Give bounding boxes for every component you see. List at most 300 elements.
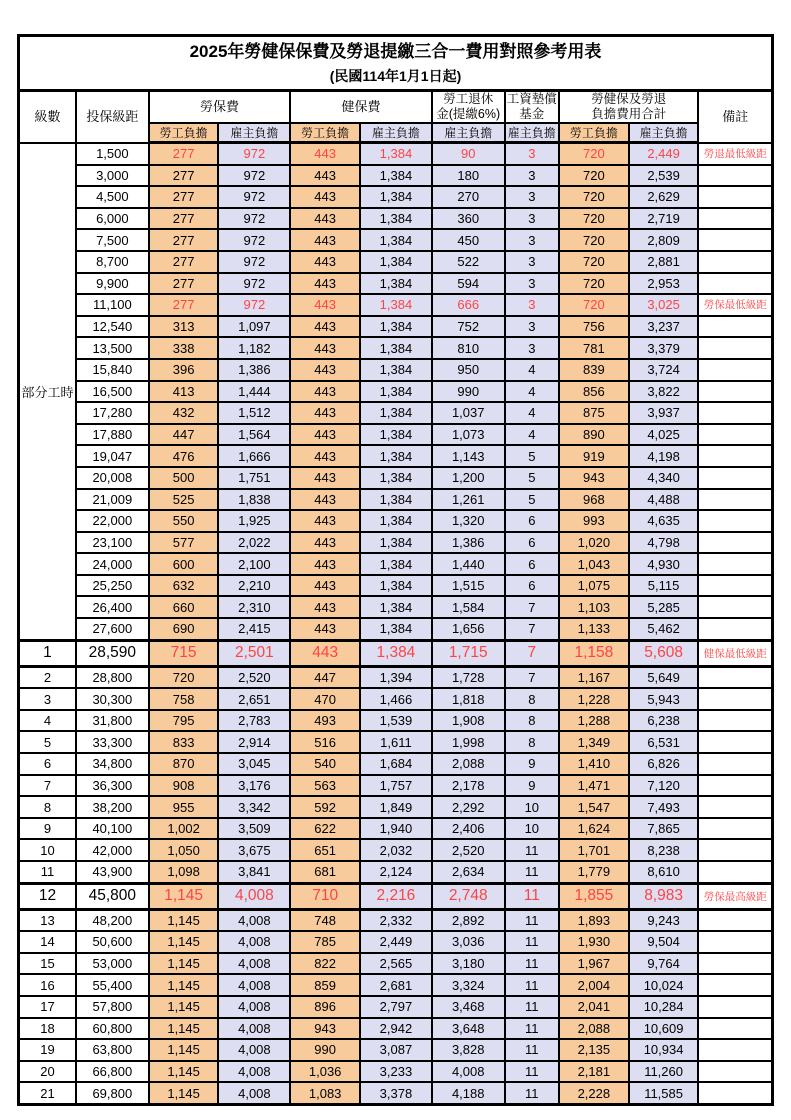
wage-fund-employer-cell: 6 <box>505 510 559 532</box>
health-employee-cell: 516 <box>290 731 360 753</box>
labor-employee-cell: 525 <box>149 489 219 511</box>
bracket-cell: 17,280 <box>76 402 149 424</box>
remark-cell <box>698 596 772 618</box>
bracket-cell: 9,900 <box>76 273 149 295</box>
table-row <box>19 753 773 775</box>
health-employer-cell: 2,681 <box>360 974 432 996</box>
bracket-cell: 1,500 <box>76 143 149 165</box>
pension-employer-cell: 360 <box>432 208 505 230</box>
remark-cell <box>698 974 772 996</box>
total-employer-cell: 8,610 <box>629 861 699 883</box>
table-row <box>19 796 773 818</box>
remark-cell <box>698 229 772 251</box>
wage-fund-employer-cell: 9 <box>505 775 559 797</box>
pension-employer-cell: 1,818 <box>432 688 505 710</box>
subheader-labor-employer: 雇主負擔 <box>218 123 290 143</box>
pension-employer-cell: 1,715 <box>432 640 505 666</box>
health-employee-cell: 443 <box>290 165 360 187</box>
health-employer-cell: 1,384 <box>360 165 432 187</box>
pension-employer-cell: 1,728 <box>432 666 505 688</box>
remark-cell <box>698 1082 772 1104</box>
labor-employee-cell: 1,145 <box>149 1018 219 1040</box>
health-employee-cell: 443 <box>290 467 360 489</box>
total-employee-cell: 720 <box>559 143 629 165</box>
health-employer-cell: 1,384 <box>360 229 432 251</box>
total-employee-cell: 1,701 <box>559 839 629 861</box>
total-employee-cell: 1,103 <box>559 596 629 618</box>
level-cell: 4 <box>19 710 76 732</box>
bracket-cell: 4,500 <box>76 186 149 208</box>
bracket-cell: 8,700 <box>76 251 149 273</box>
table-row <box>19 883 773 909</box>
total-employer-cell: 2,629 <box>629 186 699 208</box>
bracket-cell: 36,300 <box>76 775 149 797</box>
health-employee-cell: 1,036 <box>290 1061 360 1083</box>
labor-employer-cell: 1,512 <box>218 402 290 424</box>
health-employer-cell: 1,611 <box>360 731 432 753</box>
pension-employer-cell: 2,892 <box>432 909 505 931</box>
total-employer-cell: 4,635 <box>629 510 699 532</box>
table-row <box>19 575 773 597</box>
wage-fund-employer-cell: 8 <box>505 688 559 710</box>
total-employee-cell: 890 <box>559 424 629 446</box>
labor-employer-cell: 972 <box>218 294 290 316</box>
labor-employer-cell: 972 <box>218 229 290 251</box>
health-employer-cell: 1,384 <box>360 402 432 424</box>
remark-cell <box>698 1039 772 1061</box>
remark-cell <box>698 402 772 424</box>
wage-fund-employer-cell: 3 <box>505 229 559 251</box>
wage-fund-employer-cell: 4 <box>505 402 559 424</box>
remark-cell <box>698 273 772 295</box>
remark-cell: 勞保最低級距 <box>698 294 772 316</box>
health-employee-cell: 443 <box>290 402 360 424</box>
remark-cell <box>698 208 772 230</box>
remark-cell <box>698 337 772 359</box>
health-employee-cell: 896 <box>290 996 360 1018</box>
wage-fund-employer-cell: 11 <box>505 1018 559 1040</box>
table-row <box>19 424 773 446</box>
total-header-line1: 勞健保及勞退 <box>591 92 667 106</box>
wage-fund-employer-cell: 6 <box>505 575 559 597</box>
total-employer-cell: 10,024 <box>629 974 699 996</box>
wage-fund-employer-cell: 11 <box>505 861 559 883</box>
labor-employee-cell: 396 <box>149 359 219 381</box>
remark-cell <box>698 1061 772 1083</box>
pension-employer-cell: 810 <box>432 337 505 359</box>
total-employee-cell: 1,967 <box>559 953 629 975</box>
wage-fund-employer-cell: 11 <box>505 953 559 975</box>
health-employee-cell: 1,083 <box>290 1082 360 1104</box>
table-row <box>19 510 773 532</box>
col-header-health-insurance: 健保費 <box>290 91 432 124</box>
health-employer-cell: 2,124 <box>360 861 432 883</box>
labor-employee-cell: 277 <box>149 186 219 208</box>
wage-fund-employer-cell: 5 <box>505 445 559 467</box>
table-body <box>19 143 773 1105</box>
pension-employer-cell: 594 <box>432 273 505 295</box>
health-employer-cell: 1,384 <box>360 445 432 467</box>
wage-fund-employer-cell: 11 <box>505 974 559 996</box>
subheader-wage-fund-employer: 雇主負擔 <box>505 123 559 143</box>
remark-cell <box>698 996 772 1018</box>
bracket-cell: 53,000 <box>76 953 149 975</box>
bracket-cell: 23,100 <box>76 532 149 554</box>
total-employer-cell: 10,284 <box>629 996 699 1018</box>
health-employer-cell: 1,384 <box>360 510 432 532</box>
labor-employee-cell: 277 <box>149 208 219 230</box>
health-employee-cell: 822 <box>290 953 360 975</box>
bracket-cell: 45,800 <box>76 883 149 909</box>
labor-employer-cell: 2,914 <box>218 731 290 753</box>
health-employer-cell: 3,378 <box>360 1082 432 1104</box>
reference-table-sheet <box>17 34 774 1106</box>
remark-cell: 勞保最高級距 <box>698 883 772 909</box>
labor-employee-cell: 1,145 <box>149 883 219 909</box>
labor-employer-cell: 1,666 <box>218 445 290 467</box>
table-row <box>19 996 773 1018</box>
total-employee-cell: 756 <box>559 316 629 338</box>
wage-fund-header-line2: 基金 <box>519 107 545 121</box>
labor-employee-cell: 690 <box>149 618 219 640</box>
total-employee-cell: 856 <box>559 381 629 403</box>
labor-employer-cell: 3,841 <box>218 861 290 883</box>
labor-employee-cell: 1,145 <box>149 931 219 953</box>
table-row <box>19 688 773 710</box>
labor-employee-cell: 1,145 <box>149 909 219 931</box>
pension-employer-cell: 2,406 <box>432 818 505 840</box>
table-row <box>19 208 773 230</box>
level-cell: 17 <box>19 996 76 1018</box>
table-row <box>19 294 773 316</box>
labor-employer-cell: 972 <box>218 208 290 230</box>
remark-cell <box>698 467 772 489</box>
wage-fund-employer-cell: 11 <box>505 1039 559 1061</box>
labor-employer-cell: 3,176 <box>218 775 290 797</box>
table-row <box>19 445 773 467</box>
labor-employer-cell: 3,509 <box>218 818 290 840</box>
total-employer-cell: 2,449 <box>629 143 699 165</box>
table-row <box>19 337 773 359</box>
remark-cell <box>698 931 772 953</box>
table-row <box>19 165 773 187</box>
health-employer-cell: 1,384 <box>360 359 432 381</box>
level-cell: 21 <box>19 1082 76 1104</box>
total-employee-cell: 875 <box>559 402 629 424</box>
wage-fund-employer-cell: 11 <box>505 996 559 1018</box>
table-row <box>19 229 773 251</box>
table-row <box>19 618 773 640</box>
labor-employer-cell: 4,008 <box>218 1039 290 1061</box>
total-employee-cell: 943 <box>559 467 629 489</box>
level-cell: 1 <box>19 640 76 666</box>
health-employer-cell: 1,539 <box>360 710 432 732</box>
level-cell: 15 <box>19 953 76 975</box>
remark-cell <box>698 510 772 532</box>
remark-cell <box>698 731 772 753</box>
wage-fund-header-line1: 工資墊償 <box>506 92 557 106</box>
subheader-labor-employee: 勞工負擔 <box>149 123 219 143</box>
labor-employer-cell: 4,008 <box>218 953 290 975</box>
level-cell: 7 <box>19 775 76 797</box>
bracket-cell: 3,000 <box>76 165 149 187</box>
health-employee-cell: 592 <box>290 796 360 818</box>
fee-table <box>17 34 774 1106</box>
title-row <box>19 36 773 91</box>
health-employee-cell: 443 <box>290 424 360 446</box>
total-employee-cell: 1,410 <box>559 753 629 775</box>
wage-fund-employer-cell: 4 <box>505 359 559 381</box>
wage-fund-employer-cell: 6 <box>505 553 559 575</box>
health-employer-cell: 1,849 <box>360 796 432 818</box>
pension-employer-cell: 1,037 <box>432 402 505 424</box>
table-row <box>19 532 773 554</box>
total-employee-cell: 2,004 <box>559 974 629 996</box>
bracket-cell: 66,800 <box>76 1061 149 1083</box>
total-employee-cell: 919 <box>559 445 629 467</box>
wage-fund-employer-cell: 11 <box>505 1061 559 1083</box>
labor-employer-cell: 972 <box>218 251 290 273</box>
total-employee-cell: 720 <box>559 273 629 295</box>
bracket-cell: 42,000 <box>76 839 149 861</box>
total-employer-cell: 4,930 <box>629 553 699 575</box>
health-employee-cell: 443 <box>290 510 360 532</box>
health-employee-cell: 443 <box>290 273 360 295</box>
labor-employer-cell: 2,022 <box>218 532 290 554</box>
table-row <box>19 1039 773 1061</box>
labor-employee-cell: 313 <box>149 316 219 338</box>
total-employee-cell: 1,133 <box>559 618 629 640</box>
total-employer-cell: 6,531 <box>629 731 699 753</box>
total-employee-cell: 839 <box>559 359 629 381</box>
level-cell: 20 <box>19 1061 76 1083</box>
pension-employer-cell: 522 <box>432 251 505 273</box>
level-cell: 11 <box>19 861 76 883</box>
table-row <box>19 974 773 996</box>
remark-cell <box>698 445 772 467</box>
total-employer-cell: 3,379 <box>629 337 699 359</box>
total-employee-cell: 1,075 <box>559 575 629 597</box>
labor-employer-cell: 4,008 <box>218 974 290 996</box>
health-employee-cell: 443 <box>290 445 360 467</box>
labor-employee-cell: 833 <box>149 731 219 753</box>
remark-cell <box>698 316 772 338</box>
col-header-wage-fund <box>505 91 559 124</box>
remark-cell <box>698 861 772 883</box>
labor-employee-cell: 1,145 <box>149 996 219 1018</box>
bracket-cell: 25,250 <box>76 575 149 597</box>
labor-employee-cell: 432 <box>149 402 219 424</box>
health-employer-cell: 1,384 <box>360 553 432 575</box>
total-employer-cell: 9,764 <box>629 953 699 975</box>
total-employer-cell: 4,798 <box>629 532 699 554</box>
pension-employer-cell: 4,008 <box>432 1061 505 1083</box>
total-employer-cell: 3,724 <box>629 359 699 381</box>
total-employee-cell: 1,167 <box>559 666 629 688</box>
labor-employer-cell: 1,751 <box>218 467 290 489</box>
labor-employer-cell: 1,386 <box>218 359 290 381</box>
wage-fund-employer-cell: 3 <box>505 208 559 230</box>
total-employer-cell: 3,822 <box>629 381 699 403</box>
wage-fund-employer-cell: 5 <box>505 489 559 511</box>
bracket-cell: 40,100 <box>76 818 149 840</box>
labor-employee-cell: 277 <box>149 165 219 187</box>
bracket-cell: 17,880 <box>76 424 149 446</box>
labor-employer-cell: 4,008 <box>218 996 290 1018</box>
remark-cell <box>698 618 772 640</box>
wage-fund-employer-cell: 3 <box>505 273 559 295</box>
pension-employer-cell: 450 <box>432 229 505 251</box>
pension-employer-cell: 2,088 <box>432 753 505 775</box>
labor-employee-cell: 500 <box>149 467 219 489</box>
pension-employer-cell: 752 <box>432 316 505 338</box>
subheader-health-employee: 勞工負擔 <box>290 123 360 143</box>
wage-fund-employer-cell: 11 <box>505 1082 559 1104</box>
health-employer-cell: 2,942 <box>360 1018 432 1040</box>
total-employee-cell: 1,043 <box>559 553 629 575</box>
labor-employer-cell: 1,097 <box>218 316 290 338</box>
table-row <box>19 251 773 273</box>
pension-employer-cell: 1,261 <box>432 489 505 511</box>
labor-employee-cell: 1,145 <box>149 1039 219 1061</box>
total-employer-cell: 5,115 <box>629 575 699 597</box>
total-employee-cell: 720 <box>559 294 629 316</box>
health-employee-cell: 443 <box>290 553 360 575</box>
wage-fund-employer-cell: 3 <box>505 337 559 359</box>
bracket-cell: 27,600 <box>76 618 149 640</box>
bracket-cell: 20,008 <box>76 467 149 489</box>
total-employer-cell: 9,243 <box>629 909 699 931</box>
labor-employee-cell: 338 <box>149 337 219 359</box>
wage-fund-employer-cell: 7 <box>505 596 559 618</box>
total-employer-cell: 2,809 <box>629 229 699 251</box>
table-row <box>19 775 773 797</box>
table-row <box>19 640 773 666</box>
table-row <box>19 861 773 883</box>
remark-cell <box>698 251 772 273</box>
bracket-cell: 28,590 <box>76 640 149 666</box>
health-employer-cell: 2,032 <box>360 839 432 861</box>
table-row <box>19 710 773 732</box>
total-employee-cell: 993 <box>559 510 629 532</box>
remark-cell <box>698 710 772 732</box>
health-employee-cell: 443 <box>290 294 360 316</box>
total-employee-cell: 720 <box>559 186 629 208</box>
table-row <box>19 402 773 424</box>
pension-employer-cell: 2,178 <box>432 775 505 797</box>
health-employer-cell: 3,087 <box>360 1039 432 1061</box>
health-employee-cell: 622 <box>290 818 360 840</box>
health-employer-cell: 2,565 <box>360 953 432 975</box>
labor-employer-cell: 3,045 <box>218 753 290 775</box>
total-employee-cell: 720 <box>559 165 629 187</box>
total-employer-cell: 2,953 <box>629 273 699 295</box>
total-employee-cell: 2,135 <box>559 1039 629 1061</box>
total-employer-cell: 7,865 <box>629 818 699 840</box>
pension-employer-cell: 2,292 <box>432 796 505 818</box>
total-employee-cell: 1,158 <box>559 640 629 666</box>
bracket-cell: 7,500 <box>76 229 149 251</box>
total-employer-cell: 8,983 <box>629 883 699 909</box>
labor-employee-cell: 1,145 <box>149 953 219 975</box>
health-employer-cell: 1,384 <box>360 251 432 273</box>
pension-employer-cell: 1,200 <box>432 467 505 489</box>
health-employee-cell: 651 <box>290 839 360 861</box>
wage-fund-employer-cell: 6 <box>505 532 559 554</box>
bracket-cell: 31,800 <box>76 710 149 732</box>
total-employee-cell: 781 <box>559 337 629 359</box>
total-employer-cell: 5,943 <box>629 688 699 710</box>
health-employee-cell: 493 <box>290 710 360 732</box>
labor-employer-cell: 4,008 <box>218 931 290 953</box>
wage-fund-employer-cell: 4 <box>505 381 559 403</box>
bracket-cell: 13,500 <box>76 337 149 359</box>
labor-employer-cell: 972 <box>218 143 290 165</box>
level-cell: 13 <box>19 909 76 931</box>
remark-cell <box>698 666 772 688</box>
labor-employer-cell: 972 <box>218 273 290 295</box>
labor-employer-cell: 4,008 <box>218 1082 290 1104</box>
wage-fund-employer-cell: 11 <box>505 839 559 861</box>
labor-employee-cell: 1,145 <box>149 974 219 996</box>
remark-cell <box>698 796 772 818</box>
health-employee-cell: 943 <box>290 1018 360 1040</box>
pension-employer-cell: 1,515 <box>432 575 505 597</box>
health-employee-cell: 748 <box>290 909 360 931</box>
wage-fund-employer-cell: 4 <box>505 424 559 446</box>
labor-employer-cell: 2,651 <box>218 688 290 710</box>
health-employer-cell: 1,384 <box>360 640 432 666</box>
wage-fund-employer-cell: 3 <box>505 165 559 187</box>
total-header-line2: 負擔費用合計 <box>591 107 667 121</box>
pension-employer-cell: 1,386 <box>432 532 505 554</box>
total-employer-cell: 4,340 <box>629 467 699 489</box>
health-employee-cell: 443 <box>290 316 360 338</box>
health-employee-cell: 443 <box>290 640 360 666</box>
col-header-level: 級數 <box>19 91 76 143</box>
health-employer-cell: 1,940 <box>360 818 432 840</box>
remark-cell: 健保最低級距 <box>698 640 772 666</box>
remark-cell <box>698 1018 772 1040</box>
pension-employer-cell: 666 <box>432 294 505 316</box>
total-employer-cell: 7,120 <box>629 775 699 797</box>
pension-employer-cell: 1,320 <box>432 510 505 532</box>
labor-employer-cell: 1,564 <box>218 424 290 446</box>
labor-employee-cell: 277 <box>149 294 219 316</box>
labor-employer-cell: 2,783 <box>218 710 290 732</box>
table-row <box>19 953 773 975</box>
labor-employer-cell: 4,008 <box>218 1061 290 1083</box>
total-employee-cell: 1,349 <box>559 731 629 753</box>
health-employee-cell: 443 <box>290 618 360 640</box>
pension-employer-cell: 3,324 <box>432 974 505 996</box>
wage-fund-employer-cell: 11 <box>505 931 559 953</box>
health-employer-cell: 1,384 <box>360 532 432 554</box>
subheader-total-employee: 勞工負擔 <box>559 123 629 143</box>
labor-employer-cell: 3,342 <box>218 796 290 818</box>
total-employee-cell: 1,471 <box>559 775 629 797</box>
labor-employee-cell: 758 <box>149 688 219 710</box>
health-employee-cell: 563 <box>290 775 360 797</box>
wage-fund-employer-cell: 3 <box>505 251 559 273</box>
bracket-cell: 12,540 <box>76 316 149 338</box>
total-employer-cell: 2,539 <box>629 165 699 187</box>
labor-employee-cell: 908 <box>149 775 219 797</box>
total-employee-cell: 720 <box>559 229 629 251</box>
labor-employer-cell: 1,444 <box>218 381 290 403</box>
labor-employer-cell: 4,008 <box>218 909 290 931</box>
health-employer-cell: 1,384 <box>360 575 432 597</box>
